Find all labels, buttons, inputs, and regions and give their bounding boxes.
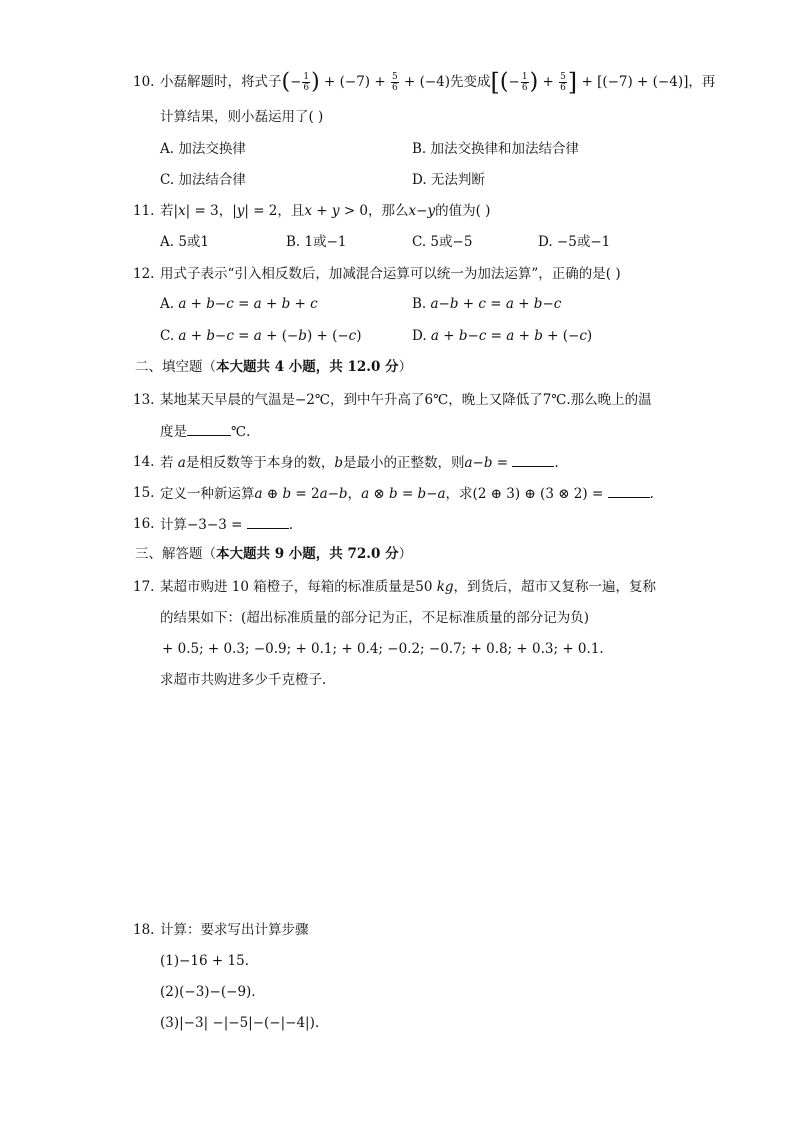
question-11-option-d[interactable]: D. −5或−1 [538,234,611,250]
section-2-heading [135,357,412,377]
question-15-post: . [649,486,654,502]
section-3-prefix: 三、解答题（ [135,546,216,562]
paren-close: ) [311,69,320,95]
section-2-info: 本大题共 4 小题，共 12.0 分 [216,359,399,375]
question-14-post: . [554,455,559,471]
question-18-item2: (2)(−3)−(−9). [160,984,256,1000]
answer-blank[interactable] [187,421,231,436]
expr-d: − [508,74,520,90]
expr-b: + (−7) + [319,74,390,90]
question-11-stem: 若|𝑥| = 3，|𝑦| = 2，且𝑥 + 𝑦 > 0，那么𝑥−𝑦的值为( ) [160,203,491,219]
question-18-number: 18. [133,922,155,938]
question-10-option-d[interactable]: D. 无法判断 [412,172,485,188]
question-18-item3: (3)|−3| −|−5|−(−|−4|). [160,1015,320,1031]
question-11-option-b[interactable]: B. 1或−1 [286,234,347,250]
question-14-stem [160,452,559,473]
question-16-post: . [288,517,293,533]
question-13-line2-pre: 度是 [160,424,187,440]
expr-f: + [(−7) + (−4)]，再 [577,74,716,90]
question-11-option-c[interactable]: C. 5或−5 [412,234,473,250]
bracket-open: [ [490,68,500,97]
question-12-option-d[interactable]: D. 𝑎 + 𝑏−𝑐 = 𝑎 + 𝑏 + (−𝑐) [412,328,593,344]
question-13-line2 [160,421,250,442]
answer-blank[interactable] [247,514,289,529]
question-12-number: 12. [133,266,155,282]
paren-open-2: ( [499,69,509,95]
question-11-number: 11. [133,203,155,219]
section-2-suffix: ） [398,359,413,375]
question-14-pre: 若 𝑎是相反数等于本身的数，𝑏是最小的正整数，则𝑎−𝑏 = [160,455,513,471]
fraction-4-numerator: 5 [560,72,566,82]
expr-c: + (−4)先变成 [399,74,491,90]
question-12-stem: 用式子表示“引入相反数后，加减混合运算可以统一为加法运算”，正确的是( ) [160,266,621,282]
fraction-1-numerator: 1 [303,72,310,82]
question-17-line2: 的结果如下：(超出标准质量的部分记为正，不足标准质量的部分记为负) [160,610,590,626]
answer-blank[interactable] [512,452,554,467]
section-3-suffix: ） [398,546,413,562]
question-10-option-a[interactable]: A. 加法交换律 [160,141,246,157]
expr-a: − [290,74,302,90]
question-10-number: 10. [133,74,155,90]
question-17-line3: + 0.5; + 0.3; −0.9; + 0.1; + 0.4; −0.2; −0.7; + 0.8; + 0.3; + 0.1. [162,641,604,657]
section-3-info: 本大题共 9 小题，共 72.0 分 [216,546,399,562]
question-10-prefix: 小磊解题时，将式子 [160,74,282,90]
question-13-line1: 某地某天早晨的气温是−2℃，到中午升高了6℃，晚上又降低了7℃.那么晚上的温 [160,392,652,408]
question-10-stem [160,68,716,97]
question-10-line2: 计算结果，则小磊运用了( ) [160,109,324,125]
question-12-option-a[interactable]: A. 𝑎 + 𝑏−𝑐 = 𝑎 + 𝑏 + 𝑐 [160,296,318,312]
fraction-2 [391,72,399,93]
bracket-close: ] [567,68,578,97]
question-15-pre: 定义一种新运算𝑎 ⊕ 𝑏 = 2𝑎−𝑏，𝑎 ⊗ 𝑏 = 𝑏−𝑎，求(2 ⊕ 3) ⊕ (3 ⊗ 2) = [160,486,608,502]
question-18-line1: 计算：要求写出计算步骤 [160,922,309,938]
fraction-4-denominator: 6 [560,83,566,93]
fraction-3-denominator: 6 [521,83,528,93]
fraction-1 [302,72,310,93]
question-16-stem [160,514,293,535]
fraction-2-denominator: 6 [391,83,398,93]
question-16-number: 16. [133,516,155,532]
expr-e: + [538,74,559,90]
fraction-1-denominator: 6 [303,83,310,93]
question-10-option-b[interactable]: B. 加法交换律和加法结合律 [412,141,580,157]
question-10-option-c[interactable]: C. 加法结合律 [160,172,246,188]
section-2-prefix: 二、填空题（ [135,359,216,375]
fraction-4 [559,72,567,93]
paren-close-2: ) [529,69,539,95]
question-14-number: 14. [133,454,155,470]
question-15-number: 15. [133,485,155,501]
question-17-line4: 求超市共购进多少千克橙子. [160,672,327,688]
question-12-option-b[interactable]: B. 𝑎−𝑏 + 𝑐 = 𝑎 + 𝑏−𝑐 [412,296,562,312]
fraction-3-numerator: 1 [521,72,528,82]
question-16-pre: 计算−3−3 = [160,517,247,533]
fraction-3 [521,72,529,93]
question-13-line2-post: ℃. [231,424,251,440]
question-15-stem [160,483,654,504]
question-18-item1: (1)−16 + 15. [160,953,249,969]
answer-blank[interactable] [608,483,650,498]
question-11-option-a[interactable]: A. 5或1 [160,234,210,250]
paren-open: ( [281,69,291,95]
question-13-number: 13. [133,392,155,408]
question-17-number: 17. [133,579,155,595]
fraction-2-numerator: 5 [391,72,398,82]
question-17-line1: 某超市购进 10 箱橙子，每箱的标准质量是50 𝑘𝑔，到货后，超市又复称一遍，复称 [160,579,657,595]
question-12-option-c[interactable]: C. 𝑎 + 𝑏−𝑐 = 𝑎 + (−𝑏) + (−𝑐) [160,328,362,344]
section-3-heading [135,544,412,564]
